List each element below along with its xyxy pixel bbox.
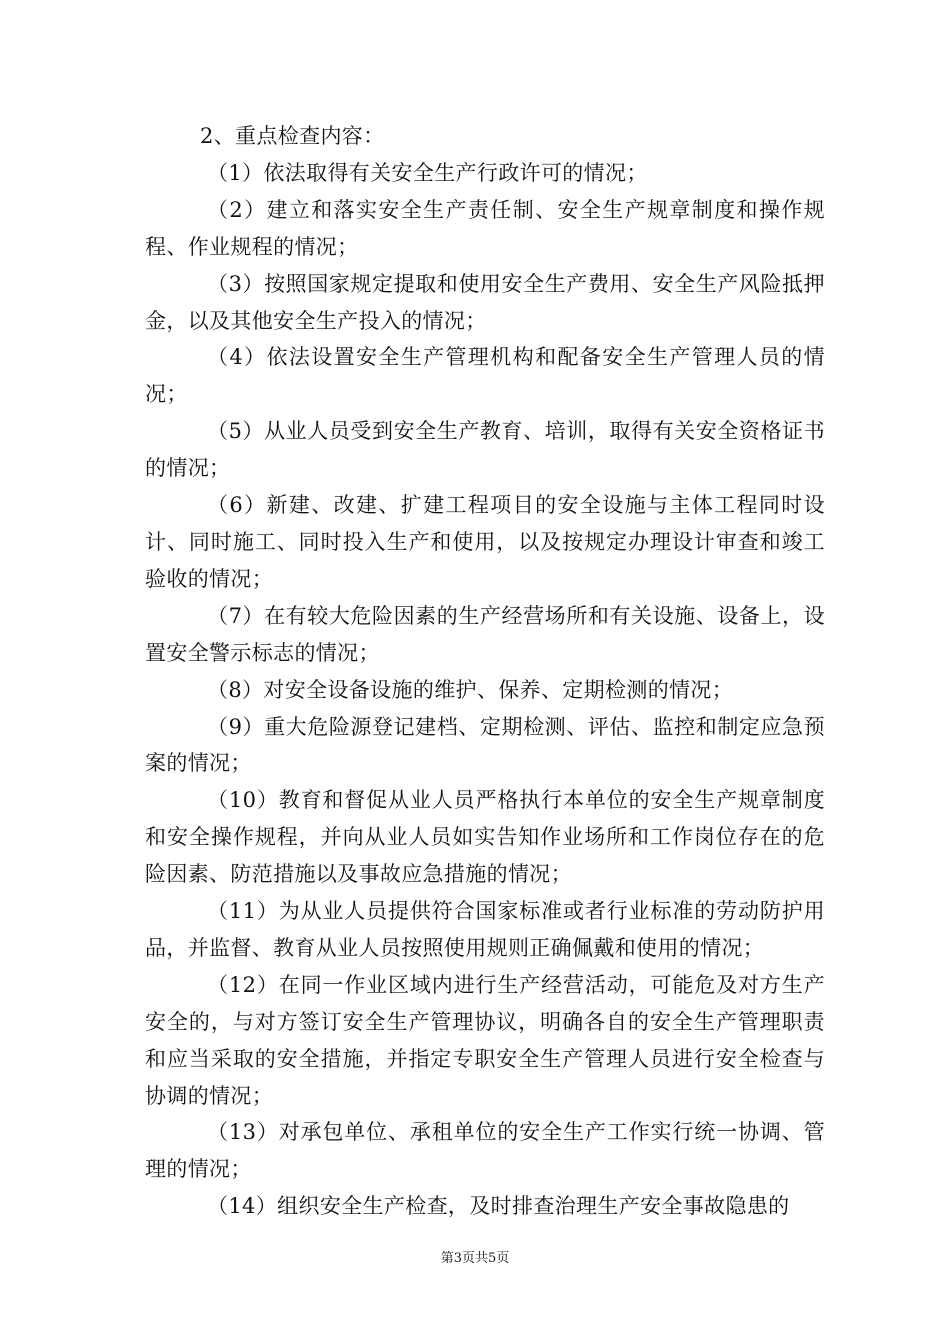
list-item: （3）按照国家规定提取和使用安全生产费用、安全生产风险抵押金，以及其他安全生产投入的情况；: [145, 271, 825, 333]
document-body: [145, 118, 825, 1225]
list-item: （7）在有较大危险因素的生产经营场所和有关设施、设备上，设置安全警示标志的情况；: [145, 603, 825, 665]
list-item: （5）从业人员受到安全生产教育、培训，取得有关安全资格证书的情况；: [145, 419, 825, 481]
list-item: （10）教育和督促从业人员严格执行本单位的安全生产规章制度和安全操作规程，并向从业人员如实告知作业场所和工作岗位存在的危险因素、防范措施以及事故应急措施的情况；: [145, 788, 825, 887]
list-item: （13）对承包单位、承租单位的安全生产工作实行统一协调、管理的情况；: [145, 1120, 825, 1182]
section-heading: 2、重点检查内容：: [200, 124, 385, 148]
list-item: （8）对安全设备设施的维护、保养、定期检测的情况；: [207, 677, 734, 702]
list-item: （9）重大危险源登记建档、定期检测、评估、监控和制定应急预案的情况；: [145, 714, 825, 776]
page-number-footer: 第3页共5页: [440, 1251, 510, 1266]
list-item: （2）建立和落实安全生产责任制、安全生产规章制度和操作规程、作业规程的情况；: [145, 197, 825, 259]
list-item: （1）依法取得有关安全生产行政许可的情况；: [207, 160, 648, 185]
list-item: （6）新建、改建、扩建工程项目的安全设施与主体工程同时设计、同时施工、同时投入生产和使用，以及按规定办理设计审查和竣工验收的情况；: [145, 493, 825, 591]
list-item: （11）为从业人员提供符合国家标准或者行业标准的劳动防护用品，并监督、教育从业人员按照使用规则正确佩戴和使用的情况；: [145, 899, 825, 960]
list-item: （14）组织安全生产检查，及时排查治理生产安全事故隐患的: [207, 1194, 790, 1219]
list-item: （12）在同一作业区域内进行生产经营活动，可能危及对方生产安全的，与对方签订安全生产管理协议，明确各自的安全生产管理职责和应当采取的安全措施，并指定专职安全生产管理人员进行安全检查与协调的情况；: [145, 972, 825, 1108]
list-item: （4）依法设置安全生产管理机构和配备安全生产管理人员的情况；: [145, 345, 825, 407]
